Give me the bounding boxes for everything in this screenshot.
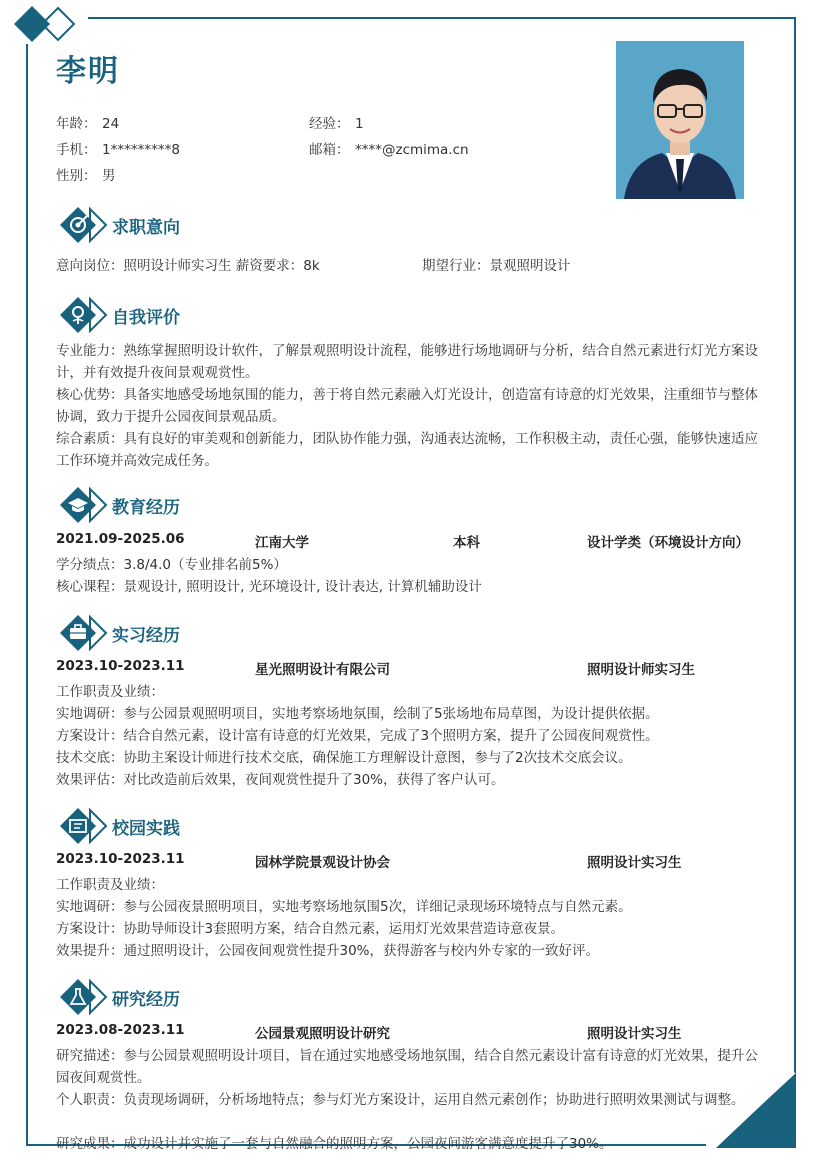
section-title-research: 研究经历: [112, 990, 180, 1010]
internship-row: [56, 658, 770, 680]
email-value: ****@zcmima.cn: [355, 142, 469, 158]
email-field: [309, 138, 469, 158]
campus-org: 园林学院景观设计协会: [255, 855, 390, 871]
section-header-intent: [58, 205, 358, 245]
internship-line: 实地调研：参与公园景观照明项目，实地考察场地氛围，绘制了5张场地布局草图，为设计提供依据。: [56, 706, 659, 722]
candidate-name: 李明: [56, 54, 120, 89]
campus-line: 效果提升：通过照明设计，公园夜间观赏性提升30%，获得游客与校内外专家的一致好评。: [56, 943, 600, 959]
phone-label: 手机：: [56, 142, 97, 158]
email-label: 邮箱：: [309, 142, 350, 158]
education-gpa: 学分绩点：3.8/4.0（专业排名前5%）: [56, 557, 287, 573]
section-title-campus: 校园实践: [112, 819, 180, 839]
section-header-campus: [58, 806, 358, 846]
flask-icon: [58, 977, 110, 1017]
research-line: 研究成果：成功设计并实施了一套与自然融合的照明方案，公园夜间游客满意度提升了30%。: [56, 1136, 613, 1152]
experience-value: 1: [355, 116, 364, 132]
frame-left-line: [26, 44, 28, 1144]
section-header-education: [58, 485, 358, 525]
section-title-internship: 实习经历: [112, 626, 180, 646]
internship-line: 方案设计：结合自然元素，设计富有诗意的灯光效果，完成了3个照明方案，提升了公园夜间观赏性。: [56, 728, 659, 744]
research-date: 2023.08-2023.11: [56, 1022, 185, 1038]
education-courses: 核心课程：景观设计, 照明设计, 光环境设计, 设计表达, 计算机辅助设计: [56, 579, 482, 595]
research-line: 个人职责：负责现场调研，分析场地特点；参与灯光方案设计，运用自然元素创作；协助进行照明效果测试与调整。: [56, 1092, 745, 1108]
corner-diamond-decoration: [10, 4, 80, 44]
campus-role: 照明设计实习生: [587, 855, 682, 871]
research-row: [56, 1022, 770, 1044]
research-line: 研究描述：参与公园景观照明设计项目，旨在通过实地感受场地氛围，结合自然元素设计富有诗意的灯光效果，提升公园夜间观赏性。: [56, 1048, 758, 1086]
self-eval-line: 综合素质：具有良好的审美观和创新能力，团队协作能力强，沟通表达流畅，工作积极主动，责任心强，能够快速适应工作环境并高效完成任务。: [56, 431, 758, 469]
research-project: 公园景观照明设计研究: [255, 1026, 390, 1042]
campus-row: [56, 851, 770, 873]
frame-top-line: [88, 17, 796, 19]
gender-value: 男: [102, 168, 116, 184]
research-role: 照明设计实习生: [587, 1026, 682, 1042]
phone-value: 1*********8: [102, 142, 180, 158]
education-row: [56, 531, 770, 553]
self-eval-line: 核心优势：具备实地感受场地氛围的能力，善于将自然元素融入灯光设计，创造富有诗意的灯光效果，注重细节与整体协调，致力于提升公园夜间景观品质。: [56, 387, 758, 425]
phone-field: [56, 138, 180, 158]
experience-field: [309, 112, 364, 132]
internship-line: 工作职责及业绩：: [56, 684, 164, 700]
intent-position-line: 意向岗位：照明设计师实习生 薪资要求：8k: [56, 258, 320, 274]
campus-icon: [58, 806, 110, 846]
briefcase-icon: [58, 613, 110, 653]
intent-industry-line: 期望行业：景观照明设计: [422, 258, 571, 274]
section-title-education: 教育经历: [112, 498, 180, 518]
graduation-cap-icon: [58, 485, 110, 525]
section-title-intent: 求职意向: [112, 218, 180, 238]
internship-line: 效果评估：对比改造前后效果，夜间观赏性提升了30%，获得了客户认可。: [56, 772, 505, 788]
education-major: 设计学类（环境设计方向）: [587, 535, 749, 551]
gender-label: 性别：: [56, 168, 97, 184]
campus-line: 方案设计：协助导师设计3套照明方案，结合自然元素，运用灯光效果营造诗意夜景。: [56, 921, 565, 937]
internship-company: 星光照明设计有限公司: [255, 662, 390, 678]
section-header-research: [58, 977, 358, 1017]
age-label: 年龄：: [56, 116, 97, 132]
gender-field: [56, 164, 116, 184]
age-field: [56, 112, 119, 132]
frame-right-line: [794, 17, 796, 1087]
age-value: 24: [102, 116, 120, 132]
education-school: 江南大学: [255, 535, 309, 551]
section-header-self-eval: [58, 295, 358, 335]
campus-date: 2023.10-2023.11: [56, 851, 185, 867]
experience-label: 经验：: [309, 116, 350, 132]
flower-icon: [58, 295, 110, 335]
internship-role: 照明设计师实习生: [587, 662, 695, 678]
campus-line: 实地调研：参与公园夜景照明项目，实地考察场地氛围5次，详细记录现场环境特点与自然元素。: [56, 899, 632, 915]
internship-line: 技术交底：协助主案设计师进行技术交底，确保施工方理解设计意图，参与了2次技术交底会议。: [56, 750, 632, 766]
section-title-self-eval: 自我评价: [112, 308, 180, 328]
campus-line: 工作职责及业绩：: [56, 877, 164, 893]
profile-photo: [616, 41, 744, 199]
education-degree: 本科: [453, 535, 480, 551]
education-date: 2021.09-2025.06: [56, 531, 185, 547]
section-header-internship: [58, 613, 358, 653]
self-eval-line: 专业能力：熟练掌握照明设计软件，了解景观照明设计流程，能够进行场地调研与分析，结合自然元素进行灯光方案设计，并有效提升夜间景观观赏性。: [56, 343, 758, 381]
target-icon: [58, 205, 110, 245]
internship-date: 2023.10-2023.11: [56, 658, 185, 674]
